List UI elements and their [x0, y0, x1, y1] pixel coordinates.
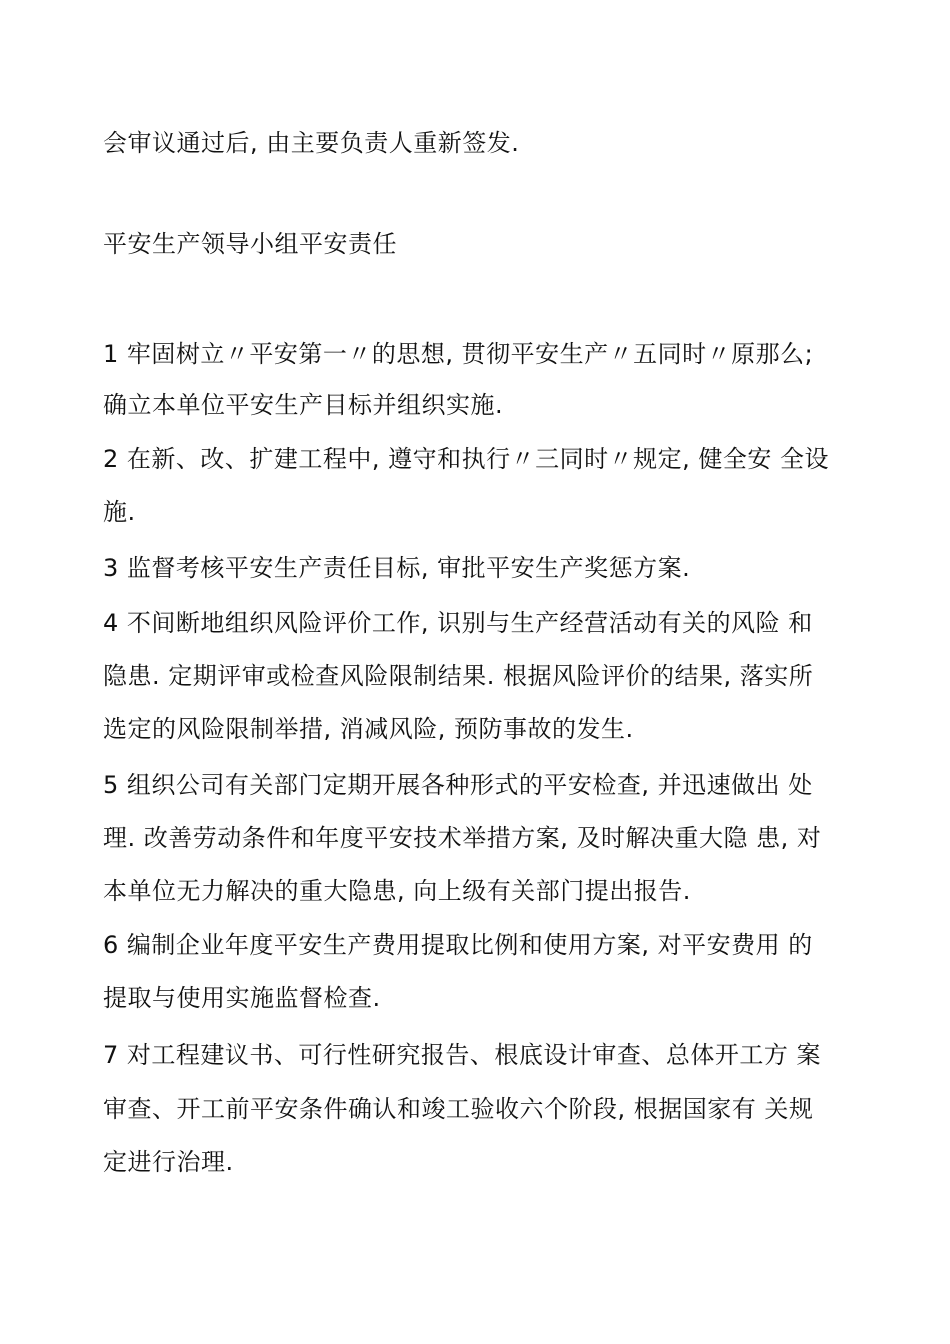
item-7-line-2: 审查、开工前平安条件确认和竣工验收六个阶段, 根据国家有 关规: [103, 1095, 814, 1123]
item-5-line-1: 5 组织公司有关部门定期开展各种形式的平安检查, 并迅速做出 处: [103, 771, 813, 799]
item-3-line-1: 3 监督考核平安生产责任目标, 审批平安生产奖惩方案.: [103, 554, 691, 582]
item-4-line-2: 隐患. 定期评审或检查风险限制结果. 根据风险评价的结果, 落实所: [103, 662, 814, 690]
item-4-line-1: 4 不间断地组织风险评价工作, 识别与生产经营活动有关的风险 和: [103, 609, 813, 637]
item-5-line-2: 理. 改善劳动条件和年度平安技术举措方案, 及时解决重大隐 患, 对: [103, 824, 822, 852]
item-1-line-2: 确立本单位平安生产目标并组织实施.: [103, 391, 504, 419]
continuation-text: 会审议通过后, 由主要负责人重新签发.: [103, 129, 520, 157]
item-4-line-3: 选定的风险限制举措, 消减风险, 预防事故的发生.: [103, 715, 634, 743]
item-2-line-2: 施.: [103, 498, 136, 526]
item-7-line-1: 7 对工程建议书、可行性研究报告、根底设计审查、总体开工方 案: [103, 1041, 822, 1069]
item-7-line-3: 定进行治理.: [103, 1148, 234, 1176]
item-5-line-3: 本单位无力解决的重大隐患, 向上级有关部门提出报告.: [103, 877, 691, 905]
item-6-line-1: 6 编制企业年度平安生产费用提取比例和使用方案, 对平安费用 的: [103, 931, 813, 959]
section-title: 平安生产领导小组平安责任: [103, 230, 397, 258]
item-2-line-1: 2 在新、改、扩建工程中, 遵守和执行〃三同时〃规定, 健全安 全设: [103, 445, 830, 473]
item-1-line-1: 1 牢固树立〃平安第一〃的思想, 贯彻平安生产〃五同时〃原那么;: [103, 340, 814, 368]
item-6-line-2: 提取与使用实施监督检查.: [103, 984, 381, 1012]
